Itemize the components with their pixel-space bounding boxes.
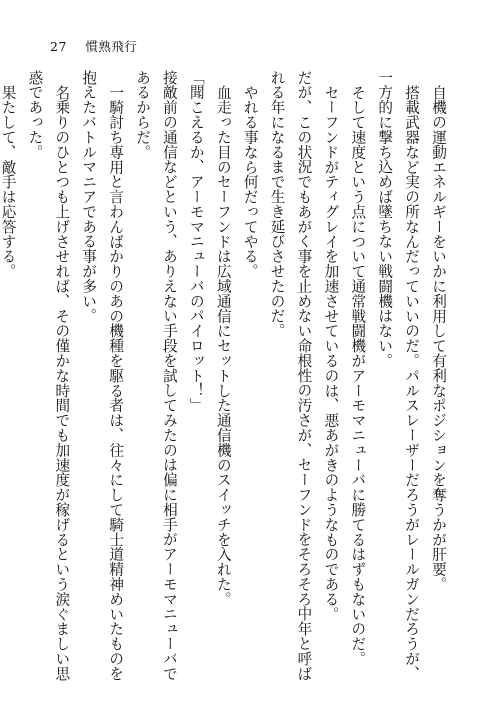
running-header (50, 37, 137, 55)
running-title: 慣熟飛行 (85, 39, 138, 54)
page-number: 27 (50, 39, 67, 54)
paragraph: 自機の運動エネルギーをいかに利用して有利なポジションを奪うかが肝要。 (430, 84, 447, 592)
paragraph: セーフンドがティグレイを加速させているのは、悪あがきのようなものである。 (322, 84, 340, 621)
paragraph: そして速度という点について通常戦闘機がアーモマニューバに勝てるはずもないのだ。 (349, 84, 367, 666)
vertical-body-text (0, 70, 451, 690)
paragraph: 名乗りのひとつも上げさせれば、その僅かな時間でも加速度が稼げるという涙ぐましい思惑であった。 (26, 70, 71, 681)
paragraph: 「聞こえるか、アーモマニューバのパイロット！」 (187, 70, 205, 413)
paragraph: 接敵前の通信などという、ありえない手段を試してみたのは偏に相手がアーモマニューバであるからだ。 (134, 70, 178, 681)
paragraph: 血走った目のセーフンドは広域通信にセットした通信機のスイッチを入れた。 (214, 84, 232, 607)
paragraph: やれる事なら何だってやる。 (241, 84, 259, 279)
paragraph: 果たして、敵手は応答する。 (0, 84, 17, 279)
paragraph: 一騎討ち専用と言わんばかりのあの機種を駆る者は、往々にして騎士道精神めいたものを抱えたバトルマニアである事が多い。 (80, 70, 125, 681)
paragraph: 搭載武器など実の所なんだっていいのだ。パルスレーザーだろうがレールガンだろうが、一方的に撃ち込めば墜ちない戦闘機はない。 (376, 70, 421, 681)
paragraph: だが、この状況でもあがく事を止めない命根性の汚さが、セーフンドをそろそろ中年と呼ばれる年になるまで生き延びさせたのだ。 (268, 70, 313, 681)
